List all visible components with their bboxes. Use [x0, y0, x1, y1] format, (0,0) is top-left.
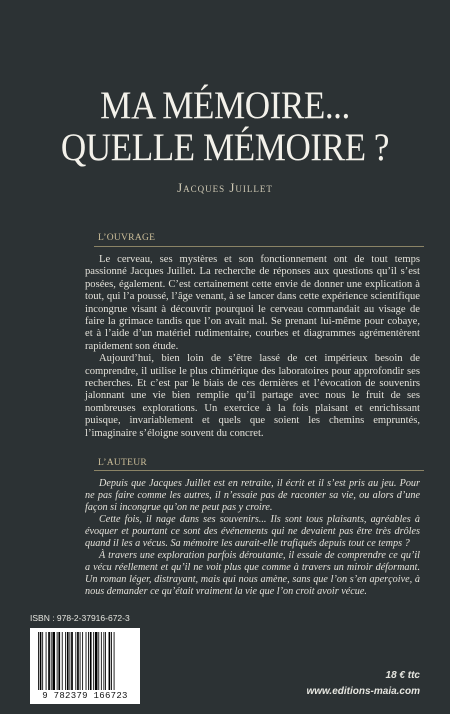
auteur-text — [85, 478, 420, 598]
isbn-text: ISBN : 978-2-37916-672-3 — [30, 613, 130, 623]
barcode-bar — [51, 632, 52, 690]
section-label-ouvrage: L’OUVRAGE — [98, 233, 156, 243]
barcode-bar — [69, 632, 70, 690]
barcode — [30, 628, 140, 704]
barcode-bar — [38, 632, 39, 690]
author-name: Jacques Juillet — [177, 180, 273, 195]
title-line-2: QUELLE MÉMOIRE ? — [60, 126, 390, 169]
barcode-bar — [95, 632, 98, 690]
barcode-digits: 9 782379 166723 — [42, 691, 128, 701]
ouvrage-text — [85, 254, 420, 440]
barcode-bar — [105, 632, 106, 690]
barcode-bar — [114, 632, 115, 690]
price: 18 € ttc — [385, 670, 420, 681]
barcode-bar — [98, 632, 99, 690]
auteur-paragraph: À travers une exploration parfois déroutante, il essaie de comprendre ce qu’il a vécu réellement et qu’il ne voit plus que comme à travers un miroir déformant. Un roman léger, distrayant, mais qui nous amène, sans que l’on s’en aperçoive, à nous demander ce qu’était vraiment la vie que l’on croit avoir vécue. — [85, 550, 420, 597]
barcode-bar — [65, 632, 66, 690]
barcode-bar — [57, 632, 58, 690]
barcode-bar — [46, 632, 47, 690]
barcode-bar — [86, 632, 87, 690]
barcode-bar — [67, 632, 69, 690]
barcode-bar — [111, 632, 112, 690]
section-label-auteur: L’AUTEUR — [98, 458, 148, 468]
section-divider — [94, 470, 424, 471]
barcode-bar — [75, 632, 76, 690]
publisher-website: www.editions-maia.com — [306, 686, 420, 697]
barcode-bar — [88, 632, 89, 690]
barcode-bar — [52, 632, 55, 690]
ouvrage-paragraph: Le cerveau, ses mystères et son fonctionnement ont de tout temps passionné Jacques Juillet. La recherche de réponses aux questions qu’il s’est posées, également. C’est certainement cette envie de donner une explication à tout, qui l’a poussé, l’âge venant, à se lancer dans cette expérience scientifique incongrue visant à découvrir pourquoi le cerveau commandait au visage de faire la grimace tandis que l’on avait mal. Se prenant lui-même pour cobaye, et à l’aide d’un matériel rudimentaire, courbes et diagrammes agrémentèrent rapidement son étude. — [85, 254, 420, 352]
ouvrage-paragraph: Aujourd’hui, bien loin de s’être lassé de cet impérieux besoin de comprendre, il utilise le plus chimérique des laboratoires pour approfondir ses recherches. Et c’est par le biais de ces dernières et l’évocation de souvenirs jalonnant une vie bien remplie qu’il partage avec nous le fruit de ses nombreuses explorations. Un exercice à la fois plaisant et enrichissant puisque, invariablement et quels que soient les chemins empruntés, l’imaginaire s’éloigne souvent du concret. — [85, 353, 420, 439]
barcode-bar — [103, 632, 104, 690]
barcode-bar — [109, 632, 111, 690]
barcode-bar — [71, 632, 73, 690]
barcode-bar — [90, 632, 92, 690]
auteur-paragraph: Cette fois, il nage dans ses souvenirs... Ils sont tous plaisants, agréables à évoquer et pourtant ce sont des événements qui ne devaient pas être très drôles quand il les a vécus. Sa mémoire les aurait-elle trafiqués depuis tout ce temps ? — [85, 514, 420, 549]
barcode-bar — [42, 632, 43, 690]
barcode-bar — [101, 632, 102, 690]
title-line-1: MA MÉMOIRE... — [100, 84, 350, 127]
barcode-bar — [93, 632, 94, 690]
barcode-bars — [38, 632, 132, 690]
barcode-bar — [62, 632, 63, 690]
barcode-bar — [58, 632, 60, 690]
barcode-bar — [40, 632, 42, 690]
section-divider — [94, 246, 424, 247]
barcode-bar — [48, 632, 50, 690]
barcode-bar — [80, 632, 81, 690]
auteur-paragraph: Depuis que Jacques Juillet est en retraite, il écrit et il s’est pris au jeu. Pour ne pas faire comme les autres, il n’essaie pas de raconter sa vie, ou alors d’une façon si incongrue qu’on ne peut pas y croire. — [85, 478, 420, 513]
barcode-bar — [82, 632, 83, 690]
barcode-bar — [77, 632, 79, 690]
